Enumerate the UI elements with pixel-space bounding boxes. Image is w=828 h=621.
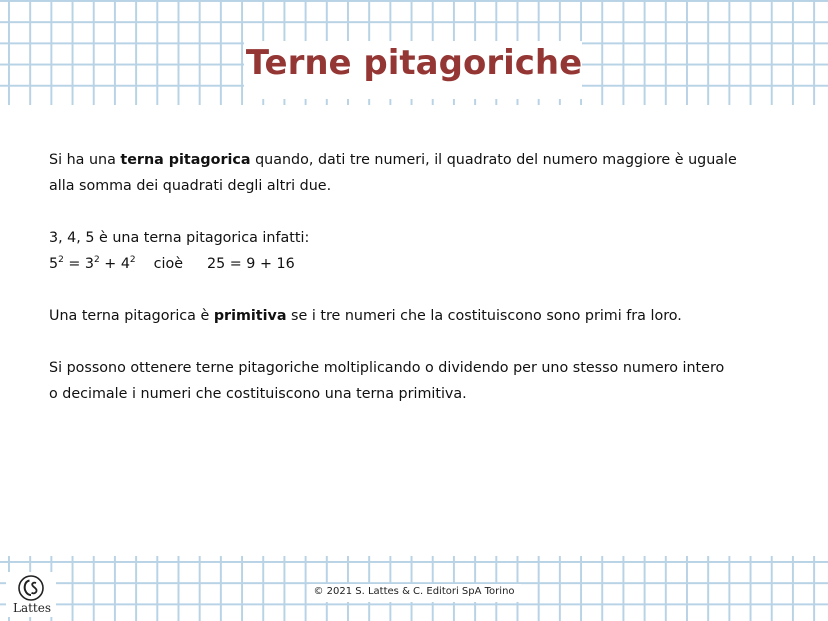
primitive-paragraph xyxy=(49,303,779,329)
lattes-logo-icon xyxy=(17,574,45,602)
formula-line xyxy=(49,251,779,277)
primitive-text-end: se i tre numeri che la costituiscono sono primi fra loro. xyxy=(286,308,682,324)
term-bold: terna pitagorica xyxy=(120,152,251,168)
page-title: Terne pitagoriche xyxy=(245,43,583,83)
slide-body xyxy=(49,147,779,407)
definition-text-end: quando, dati tre numeri, il quadrato del numero maggiore è uguale xyxy=(250,152,737,168)
method-line-2: o decimale i numeri che costituiscono una terna primitiva. xyxy=(49,386,467,402)
formula-word: cioè xyxy=(153,256,184,272)
definition-text-start: Si ha una xyxy=(49,152,121,168)
formula-exp-3: 2 xyxy=(129,255,136,266)
formula-base-1: 5 xyxy=(49,256,59,272)
formula-base-3: + 4 xyxy=(99,256,130,272)
primitive-bold: primitiva xyxy=(213,308,287,324)
example-intro: 3, 4, 5 è una terna pitagorica infatti: xyxy=(49,230,310,246)
primitive-text-start: Una terna pitagorica è xyxy=(49,308,214,324)
copyright-footer: © 2021 S. Lattes & C. Editori SpA Torino xyxy=(313,586,515,597)
formula-exp-2: 2 xyxy=(94,255,100,266)
method-line-1: Si possono ottenere terne pitagoriche moltiplicando o dividendo per uno stesso numero intero xyxy=(49,360,725,376)
formula-result: 25 = 9 + 16 xyxy=(207,256,295,272)
lattes-logo-text: Lattes xyxy=(12,601,52,615)
formula-exp-1: 2 xyxy=(58,255,64,266)
definition-line-2: alla somma dei quadrati degli altri due. xyxy=(49,178,332,194)
definition-paragraph xyxy=(49,147,779,173)
formula-base-2: = 3 xyxy=(63,256,95,272)
